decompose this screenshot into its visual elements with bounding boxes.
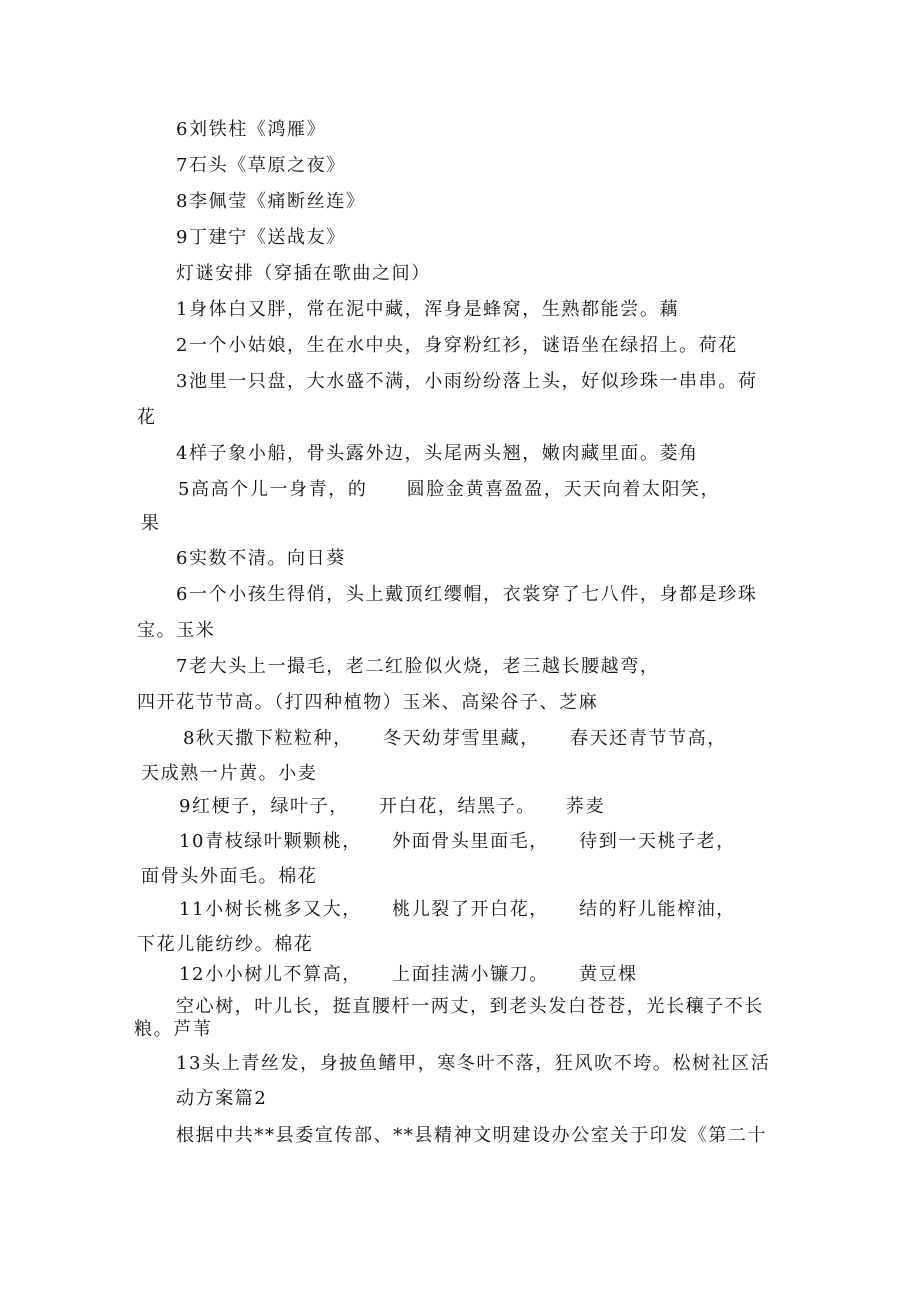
text-line: 4样子象小船，骨头露外边，头尾两头翘，嫩肉藏里面。菱角: [176, 443, 699, 464]
text-line: 6实数不清。向日葵: [176, 548, 346, 569]
text-line: 7老大头上一撮毛，老二红脸似火烧，老三越长腰越弯，: [176, 656, 660, 677]
text-line: 下花儿能纺纱。棉花: [137, 934, 314, 955]
text-line: 面骨头外面毛。棉花: [141, 866, 318, 887]
text-line: 6刘铁柱《鸿雁》: [176, 119, 327, 140]
text-line: 四开花节节高。（打四种植物）玉米、高梁谷子、芝麻: [137, 692, 599, 713]
text-line: 8李佩莹《痛断丝连》: [176, 191, 366, 212]
text-line: 果: [141, 513, 161, 534]
text-line: 空心树，叶儿长，挺直腰杆一两丈，到老头发白苍苍，光长穰子不长: [176, 996, 764, 1017]
text-line: 6一个小孩生得俏，头上戴顶红缨帽，衣裳穿了七八件，身都是珍珠: [176, 584, 758, 605]
text-line: 天成熟一片黄。小麦: [141, 763, 318, 784]
text-line: 10青枝绿叶颗颗桃， 外面骨头里面毛， 待到一天桃子老，: [179, 831, 736, 852]
text-line: 根据中共**县委宣传部、**县精神文明建设办公室关于印发《第二十: [176, 1125, 768, 1146]
text-line: 11小树长桃多又大， 桃儿裂了开白花， 结的籽儿能榨油，: [179, 899, 736, 920]
text-line: 7石头《草原之夜》: [176, 155, 346, 176]
text-line: 5高高个儿一身青，的 圆脸金黄喜盈盈，天天向着太阳笑，: [178, 479, 721, 500]
text-line: 1身体白又胖，常在泥中藏，浑身是蜂窝，生熟都能尝。藕: [176, 299, 680, 320]
text-line: 9丁建宁《送战友》: [176, 227, 346, 248]
text-line: 花: [137, 407, 157, 428]
section-heading: 灯谜安排（穿插在歌曲之间）: [176, 263, 431, 284]
text-line: 8秋天撒下粒粒种， 冬天幼芽雪里藏， 春天还青节节高，: [183, 728, 727, 749]
text-line: 2一个小姑娘，生在水中央，身穿粉红衫，谜语坐在绿招上。荷花: [176, 335, 738, 356]
text-line: 12小小树儿不算高， 上面挂满小镰刀。 黄豆棵: [179, 964, 638, 985]
text-line: 动方案篇2: [176, 1088, 268, 1109]
text-line: 3池里一只盘，大水盛不满，小雨纷纷落上头，好似珍珠一串串。荷: [176, 371, 758, 392]
text-line: 粮。芦苇: [134, 1019, 213, 1040]
text-line: 9红梗子，绿叶子， 开白花，结黑子。 荞麦: [179, 796, 606, 817]
text-line: 13头上青丝发，身披鱼鳍甲，寒冬叶不落，狂风吹不垮。松树社区活: [176, 1053, 771, 1074]
text-line: 宝。玉米: [137, 620, 216, 641]
